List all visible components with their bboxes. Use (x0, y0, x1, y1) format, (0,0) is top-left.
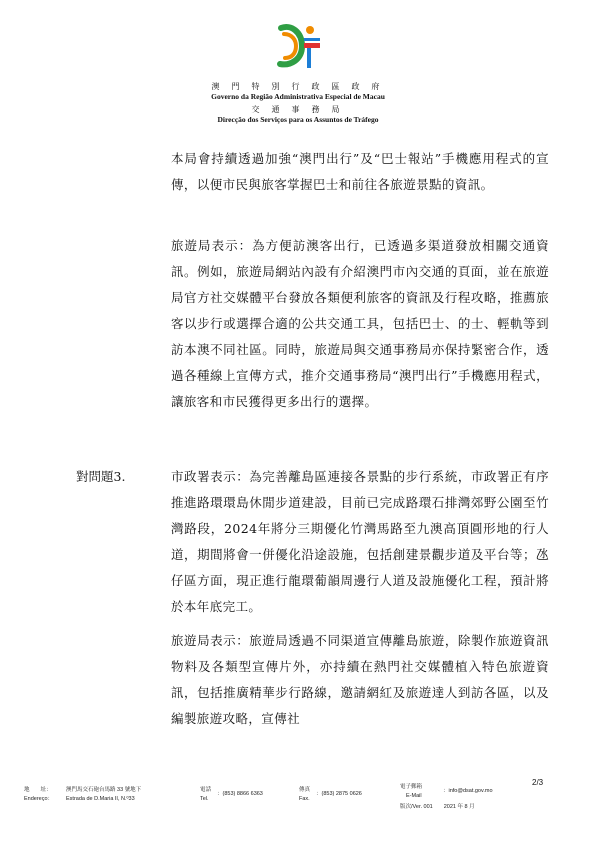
paragraph-1: 本局會持續透過加強“澳門出行”及“巴士報站”手機應用程式的宣傳，以便市民與旅客掌握巴士和前往各旅遊景點的資訊。 (171, 151, 549, 192)
fax-label: 傳真 (299, 787, 311, 793)
address-label: 地 址： (24, 787, 52, 793)
tel-label: 電話 (200, 787, 212, 793)
paragraph-4: 旅遊局表示：旅遊局透過不同渠道宣傳離島旅遊，除製作旅遊資訊物料及各類型宣傳片外，亦持續在熱門社交媒體植入特色旅遊資訊，包括推廣精華步行路線，邀請網紅及旅遊達人到訪各區，以及編製旅遊攻略，宣傳社 (171, 633, 549, 726)
page-number: 2/3 (532, 778, 544, 787)
header-gov-chinese: 澳 門 特 別 行 政 區 政 府 (211, 82, 385, 91)
address-value: 澳門馬交石砲台馬路 33 號地下 (66, 787, 142, 793)
paragraph-2: 旅遊局表示：為方便訪澳客出行，已透過多渠道發放相關交通資訊。例如，旅遊局網站內設有介紹澳門市內交通的頁面，並在旅遊局官方社交媒體平台發放各類便利旅客的資訊及行程攻略，推薦旅客以步行或選擇合適的公共交通工具，包括巴士、的士、輕軌等到訪本澳不同社區。同時，旅遊局與交通事務局亦保持緊密合作，透過各種線上宣傳方式，推介交通事務局“澳門出行”手機應用程式，讓旅客和市民獲得更多出行的選擇。 (171, 238, 549, 409)
paragraph-3: 市政署表示：為完善離島區連接各景點的步行系統，市政署正有序推進路環環島休閒步道建設，目前已完成路環石排灣郊野公園至竹灣路段，2024年將分三期優化竹灣馬路至九澳高頂圓形地的行人道，期間將會一併優化沿途設施，包括創建景觀步道及平台等；氹仔區方面，現正進行龍環葡韻周邊行人道及設施優化工程，預計將於本年底完工。 (171, 469, 549, 614)
tel-label-pt: Tel. (200, 796, 209, 802)
header-dept-chinese: 交 通 事 務 局 (251, 105, 345, 114)
email-label: 電子郵箱 (400, 784, 423, 790)
dsat-logo (276, 20, 326, 72)
email-label-pt: E-Mail (406, 793, 422, 799)
header-dept-portuguese: Direcção dos Serviços para os Assuntos de Tráfego (217, 115, 379, 124)
version-info: 版次/Ver. 001 2021 年 8 月 (400, 804, 475, 810)
fax-label-pt: Fax. (299, 796, 310, 802)
question-3-label: 對問題3. (76, 469, 126, 484)
header-gov-portuguese: Governo da Região Administrativa Especial de Macau (211, 92, 385, 101)
address-label-pt: Endereço： (24, 796, 54, 802)
address-value-pt: Estrada de D.Maria II, N.º33 (66, 796, 135, 802)
tel-value: ：(853) 8866 6363 (217, 791, 263, 797)
email-value: ：info@dsat.gov.mo (443, 788, 493, 794)
fax-value: ：(853) 2875 0626 (316, 791, 362, 797)
